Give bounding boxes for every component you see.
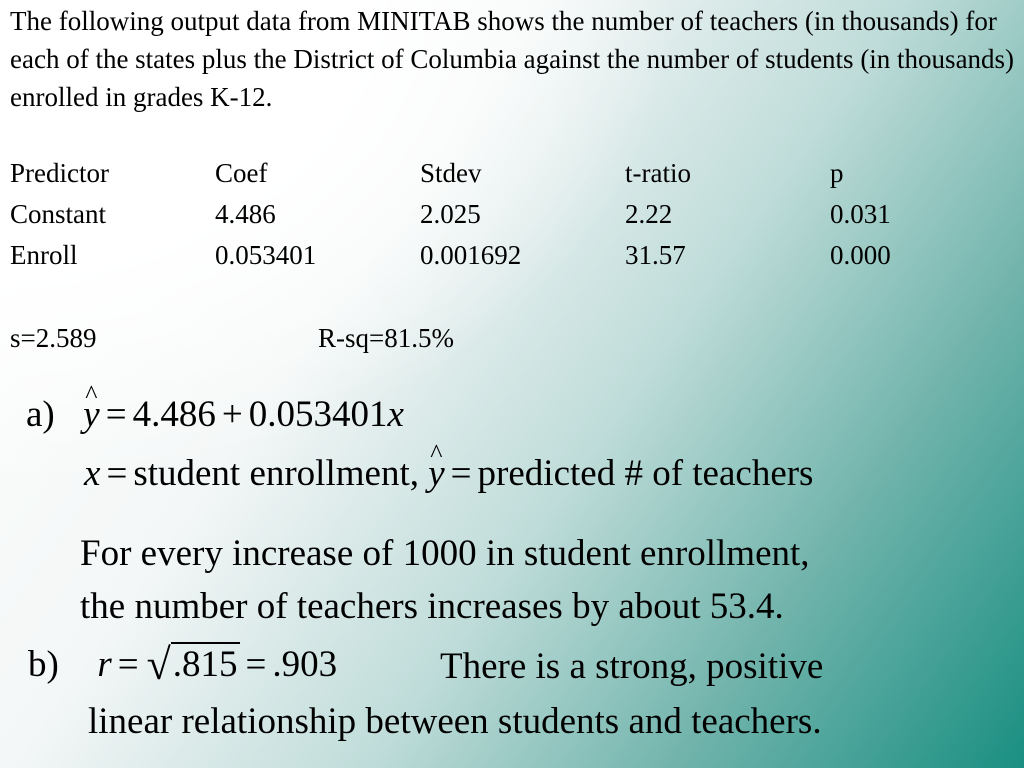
table-cell: Enroll — [10, 240, 78, 270]
plus-sign: + — [221, 394, 243, 435]
stat-s: s=2.589 — [10, 323, 97, 353]
header-predictor: Predictor — [10, 158, 109, 188]
part-b-label: b) — [28, 644, 59, 685]
intro-paragraph: The following output data from MINITAB shows the number of teachers (in thousands) for each of the states plus the District of Columbia against the number of students (in thousands) enrolled in grades K-12. — [10, 6, 1015, 112]
def-x: x — [84, 453, 101, 494]
table-row — [10, 194, 1024, 235]
header-p: p — [830, 158, 844, 188]
def-y-hat: ^ y — [428, 453, 444, 494]
table-cell: 0.001692 — [420, 240, 522, 270]
table-cell: 31.57 — [625, 240, 686, 270]
y-hat: ^ y — [83, 394, 99, 435]
r-result: .903 — [272, 644, 338, 685]
slope: 0.053401 — [248, 394, 388, 435]
header-t-ratio: t-ratio — [625, 158, 691, 188]
table-cell: 2.22 — [625, 199, 673, 229]
part-a-equation — [26, 393, 404, 436]
square-root — [145, 636, 240, 687]
radical-sign: √ — [146, 640, 171, 689]
def-y-text: predicted # of teachers — [477, 453, 814, 494]
interp-line-2: the number of teachers increases by about 53.4. — [80, 586, 784, 627]
x-variable: x — [387, 394, 404, 435]
part-a-label: a) — [26, 394, 55, 435]
part-b-text-1: There is a strong, positive — [440, 646, 824, 687]
intercept: 4.486 — [132, 394, 216, 435]
header-coef: Coef — [215, 158, 268, 188]
interp-line-1: For every increase of 1000 in student enrollment, — [80, 533, 810, 574]
def-x-text: student enrollment, — [133, 453, 419, 494]
table-cell: Constant — [10, 199, 107, 229]
part-b-equation: b) r = √.815 = .903 — [28, 636, 337, 687]
part-b-text-2: linear relationship between students and teachers. — [88, 701, 822, 742]
table-cell: 2.025 — [420, 199, 481, 229]
part-a-definitions: x = student enrollment, ^ y = predicted # of teachers — [84, 452, 813, 495]
table-row — [10, 235, 1024, 276]
table-cell: 0.000 — [830, 240, 891, 270]
r-variable: r — [97, 644, 112, 685]
minitab-table — [10, 153, 1024, 276]
table-cell: 4.486 — [215, 199, 276, 229]
stat-r-squared: R-sq=81.5% — [318, 323, 454, 353]
regression-stats — [10, 319, 454, 357]
equals-sign: = — [105, 394, 127, 435]
table-cell: 0.053401 — [215, 240, 317, 270]
table-cell: 0.031 — [830, 199, 891, 229]
slope-interpretation — [80, 527, 810, 633]
header-stdev: Stdev — [420, 158, 482, 188]
table-header-row — [10, 153, 1024, 194]
radicand: .815 — [172, 644, 238, 685]
